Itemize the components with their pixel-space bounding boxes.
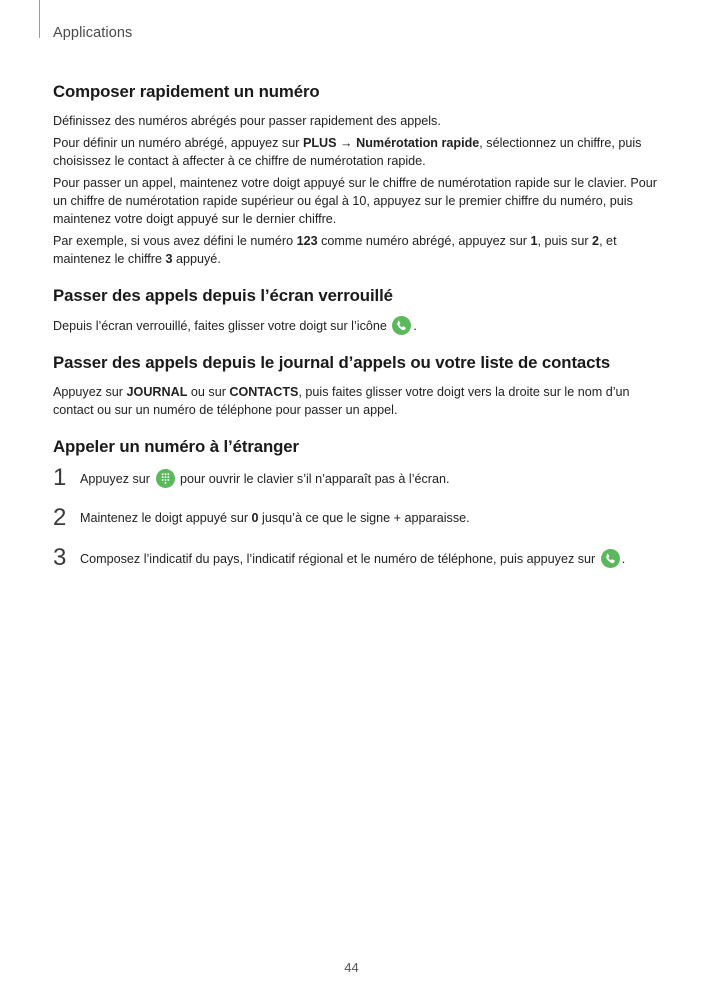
text-run: , puis faites glisser votre doigt vers la droite sur le nom d’un contact ou sur un numéro de téléphone pour passer un appel. xyxy=(53,385,630,417)
text-run: Depuis l’écran verrouillé, faites glisser votre doigt sur l’icône xyxy=(53,319,391,333)
paragraph xyxy=(53,134,657,170)
paragraph: Définissez des numéros abrégés pour passer rapidement des appels. xyxy=(53,114,441,128)
text-run: pour ouvrir le clavier s’il n’apparaît pas à l’écran. xyxy=(176,472,450,486)
text-run: , puis sur xyxy=(537,234,593,248)
section-title: Appeler un numéro à l’étranger xyxy=(53,437,299,456)
text-run: , et maintenez le chiffre xyxy=(53,234,617,266)
text-run: , sélectionnez un chiffre, puis choisissez le contact à affecter à ce chiffre de numérotation rapide. xyxy=(53,136,642,168)
bold-value: 1 xyxy=(530,234,538,248)
section-call-log xyxy=(53,353,657,419)
step-item xyxy=(53,464,657,493)
step-text xyxy=(80,507,657,527)
paragraph xyxy=(53,316,657,335)
step-number: 1 xyxy=(53,464,67,491)
text-run: jusqu’à ce que le signe + apparaisse. xyxy=(258,511,470,525)
page-content xyxy=(53,82,657,587)
step-text xyxy=(80,467,657,488)
step-item xyxy=(53,544,657,573)
bold-value: 123 xyxy=(296,234,318,248)
section-international xyxy=(53,437,657,573)
text-run: Appuyez sur xyxy=(53,385,127,399)
section-title: Passer des appels depuis l’écran verrouillé xyxy=(53,286,393,305)
text-run: Maintenez le doigt appuyé sur xyxy=(80,511,252,525)
keypad-icon xyxy=(156,469,175,488)
menu-reference: JOURNAL xyxy=(126,385,188,399)
text-run: . xyxy=(621,552,626,566)
text-run: Appuyez sur xyxy=(80,472,154,486)
bold-value: 2 xyxy=(592,234,600,248)
section-header: Applications xyxy=(53,25,133,41)
text-run: . xyxy=(413,319,417,333)
phone-call-icon xyxy=(601,549,620,568)
bold-value: 3 xyxy=(165,252,173,266)
menu-reference: Numérotation rapide xyxy=(356,136,480,150)
section-lock-screen xyxy=(53,286,657,335)
step-number: 2 xyxy=(53,504,67,531)
text-run: comme numéro abrégé, appuyez sur xyxy=(317,234,531,248)
step-number: 3 xyxy=(53,544,67,571)
page-number: 44 xyxy=(344,960,359,975)
arrow-separator: → xyxy=(336,136,357,150)
step-text xyxy=(80,547,657,568)
paragraph xyxy=(53,383,657,419)
paragraph: Pour passer un appel, maintenez votre doigt appuyé sur le chiffre de numérotation rapide sur le clavier. Pour un chiffre de numérotation rapide supérieur ou égal à 10, appuyez sur le premier chiffre du numéro, puis maintenez votre doigt appuyé sur le dernier chiffre. xyxy=(53,176,657,226)
bold-value: 0 xyxy=(251,511,259,525)
text-run: ou sur xyxy=(187,385,230,399)
section-speed-dial xyxy=(53,82,657,268)
page-margin-rule xyxy=(39,0,40,38)
phone-call-icon xyxy=(392,316,411,335)
step-item xyxy=(53,504,657,533)
text-run: Par exemple, si vous avez défini le numéro xyxy=(53,234,297,248)
menu-reference: CONTACTS xyxy=(229,385,299,399)
section-title: Composer rapidement un numéro xyxy=(53,82,320,101)
text-run: appuyé. xyxy=(172,252,221,266)
text-run: Composez l’indicatif du pays, l’indicatif régional et le numéro de téléphone, puis appuyez sur xyxy=(80,552,599,566)
section-title: Passer des appels depuis le journal d’appels ou votre liste de contacts xyxy=(53,353,611,372)
paragraph xyxy=(53,232,657,268)
text-run: Pour définir un numéro abrégé, appuyez sur xyxy=(53,136,303,150)
menu-reference: PLUS xyxy=(302,136,337,150)
